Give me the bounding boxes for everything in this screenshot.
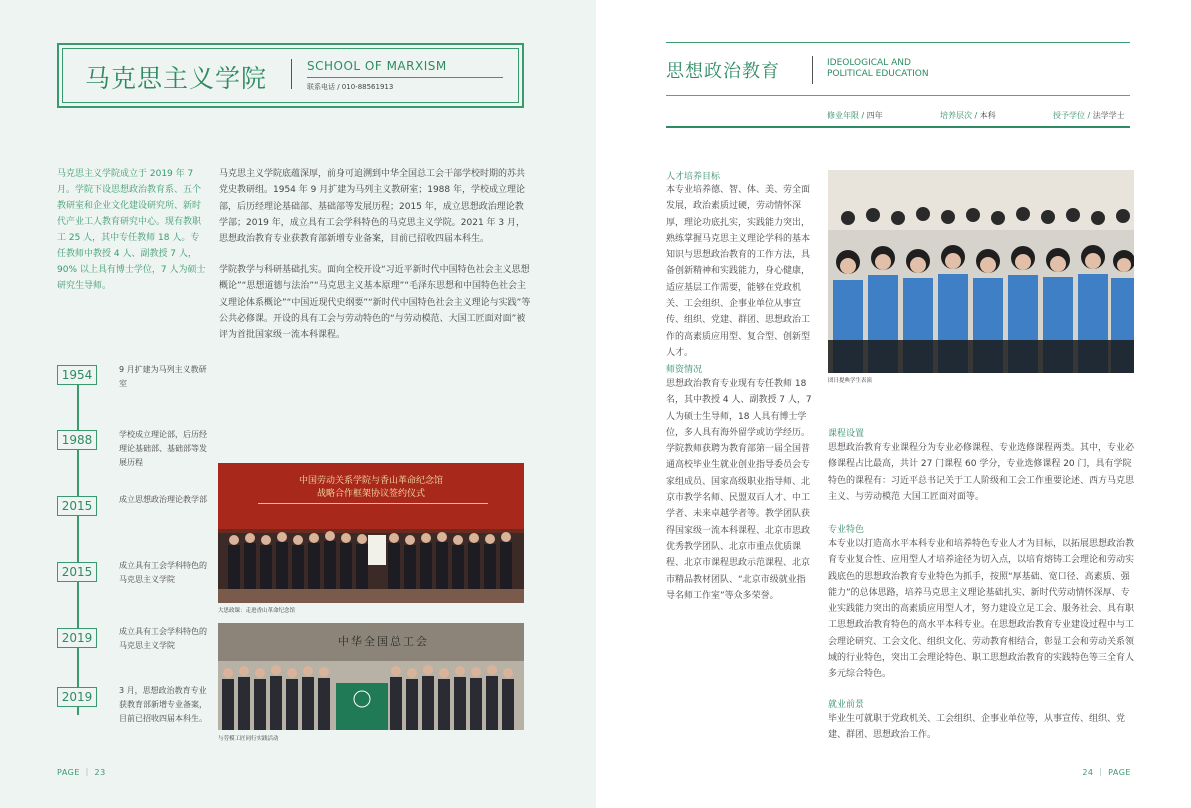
section-text-curriculum: 思想政治教育专业课程分为专业必修课程、专业选修课程两类。其中，专业必修课程占比最高，共计 27 门课程 60 学分，专业选修课程 20 门，具有学院特色的课程有：习近平总书记关于工人阶级和工会工作重要论述、西方马克思主义、与劳动模范 大国工匠面对面等。 [828, 443, 1135, 502]
contact-phone: 联系电话 / 010-88561913 [307, 83, 394, 91]
timeline-event: 学校成立理论部，后历经理论基础部、基础部等发展历程 [119, 430, 207, 467]
photo-practice-activity [218, 623, 524, 730]
section-heading-career: 就业前景 [828, 700, 865, 710]
section-heading-features: 专业特色 [828, 525, 865, 535]
photo-student-performance [828, 170, 1134, 373]
photo-banner-text: 中华全国总工会 [338, 635, 429, 648]
timeline-event: 成立思想政治理论教学部 [119, 495, 207, 504]
photo-banner-text: 中国劳动关系学院与香山革命纪念馆 战略合作框架协议签约仪式 [298, 476, 443, 499]
page-title-cn: 马克思主义学院 [85, 64, 268, 93]
photo-signing-ceremony [218, 463, 524, 603]
timeline-year: 2019 [57, 628, 97, 648]
crowd-illustration [218, 463, 524, 603]
page-number: PAGE ｜ 23 [57, 768, 106, 777]
section-heading-goal: 人才培养目标 [666, 172, 721, 182]
section-text-career: 毕业生可就职于党政机关、工会组织、企事业单位等，从事宣传、组织、党建、群团、思想政治工作。 [828, 714, 1126, 741]
meta-degree: 授予学位 / 法学学士 [1053, 111, 1125, 120]
photo-caption: 团日提典学生表演 [828, 378, 873, 384]
timeline-year: 2019 [57, 687, 97, 707]
title-frame [57, 43, 524, 108]
timeline-year: 2015 [57, 562, 97, 582]
timeline-event: 成立具有工会学科特色的马克思主义学院 [119, 561, 207, 584]
crowd-illustration [218, 623, 524, 730]
timeline-year: 1954 [57, 365, 97, 385]
meta-level: 培养层次 / 本科 [940, 111, 996, 120]
section-text-features: 本专业以打造高水平本科专业和培养特色专业人才为目标，以拓展思想政治教育专业复合性、应用型人才培养途径为切入点，以培育熔铸工会理论和劳动实践底色的思想政治教育专业特色为抓手，按照“厚基础、宽口径、高素质、强能力”的总体思路，培养马克思主义理论基础扎实、新时代劳动情怀深厚、专业实践能力突出的高素质应用型人才，努力建设立足工会、服务社会、具有职工思想政治教育特色的高水平本科专业。在思想政治教育专业建设过程中与工会理论研究、工会文化、组织文化、劳动教育相结合，彰显工会和劳动关系领域的行业特色，突出工会理论特色、职工思想政治教育的实践特色等三全育人多元综合特色。 [828, 539, 1135, 680]
timeline-year: 1988 [57, 430, 97, 450]
meta-duration: 修业年限 / 四年 [827, 111, 883, 120]
timeline-event: 成立具有工会学科特色的马克思主义学院 [119, 627, 207, 650]
major-title-cn: 思想政治教育 [666, 61, 780, 82]
school-summary: 马克思主义学院成立于 2019 年 7 月。学院下设思想政治教育系、五个教研室和企业文化建设研究所、新时代产业工人教育研究中心。现有教职工 25 人，其中专任教师 18 人。专任教师中教授 4 人、副教授 7 人，90% 以上具有博士学位，7 人为硕士研究生导师。 [57, 169, 206, 291]
timeline-year: 2015 [57, 496, 97, 516]
school-history-paragraph: 马克思主义学院底蕴深厚，前身可追溯到中华全国总工会干部学校时期的苏共党史教研组。1954 年 9 月扩建为马列主义教研室；1988 年，学校成立理论部，后历经理论基础部、基础部等发展历程；2015 年，成立思想政治理论教学部；2019 年，成立具有工会学科特色的马克思主义学院。2021 年 3 月，思想政治教育专业获教育部新增专业备案，目前已招收四届本科生。 [219, 169, 526, 245]
section-heading-curriculum: 课程设置 [828, 429, 865, 439]
page-title-en: SCHOOL OF MARXISM [307, 59, 447, 73]
major-title-en: IDEOLOGICAL AND POLITICAL EDUCATION [827, 58, 929, 79]
section-heading-faculty: 师资情况 [666, 365, 703, 375]
page-number: 24 ｜ PAGE [1082, 768, 1131, 777]
section-text-faculty: 思想政治教育专业现有专任教师 18 名，其中教授 4 人、副教授 7 人，7 人为硕士生导师，18 人具有博士学位，多人具有海外留学或访学经历。学院教师获聘为教育部第一届全国普通高校毕业生就业创业指导委员会专家组成员、国家高级职业指导师、北京市教学名师、民盟双百人才、中工学者、未来卓越学者等。教学团队获得国家级一流本科课程、北京市思政优秀教学团队、北京市重点优质课程、北京市课程思政示范课程、北京市精品教材团队、“北京市级就业指导名师工作室”等众多荣誉。 [666, 379, 812, 601]
timeline-event: 9 月扩建为马列主义教研室 [119, 365, 207, 388]
timeline-event: 3 月，思想政治教育专业获教育部新增专业备案，目前已招收四届本科生。 [119, 686, 207, 723]
school-teaching-paragraph: 学院教学与科研基础扎实。面向全校开设“习近平新时代中国特色社会主义思想概论”“思想道德与法治”“马克思主义基本原理”“毛泽东思想和中国特色社会主义理论体系概论”“中国近现代史纲要”“新时代中国特色社会主义理论与实践”等公共必修课。开设的具有工会与劳动特色的“与劳动模范、大国工匠面对面”被评为首批国家级一流本科课程。 [219, 265, 531, 341]
section-text-goal: 本专业培养德、智、体、美、劳全面发展，政治素质过硬，劳动情怀深厚，理论功底扎实，实践能力突出，熟练掌握马克思主义理论学科的基本知识与思想政治教育的工作方法，具备创新精神和实践能力，身心健康，适应基层工作需要，能够在党政机关、工会组织、企事业单位从事宣传、组织、党建、群团、思想政治工作的高素质应用型、复合型、创新型人才。 [666, 185, 811, 358]
crowd-illustration [828, 170, 1134, 373]
right-page [596, 0, 1191, 808]
photo-caption: 与劳模工匠同行实践活动 [218, 736, 279, 742]
photo-caption: 大思政课：走进香山革命纪念馆 [218, 608, 296, 614]
